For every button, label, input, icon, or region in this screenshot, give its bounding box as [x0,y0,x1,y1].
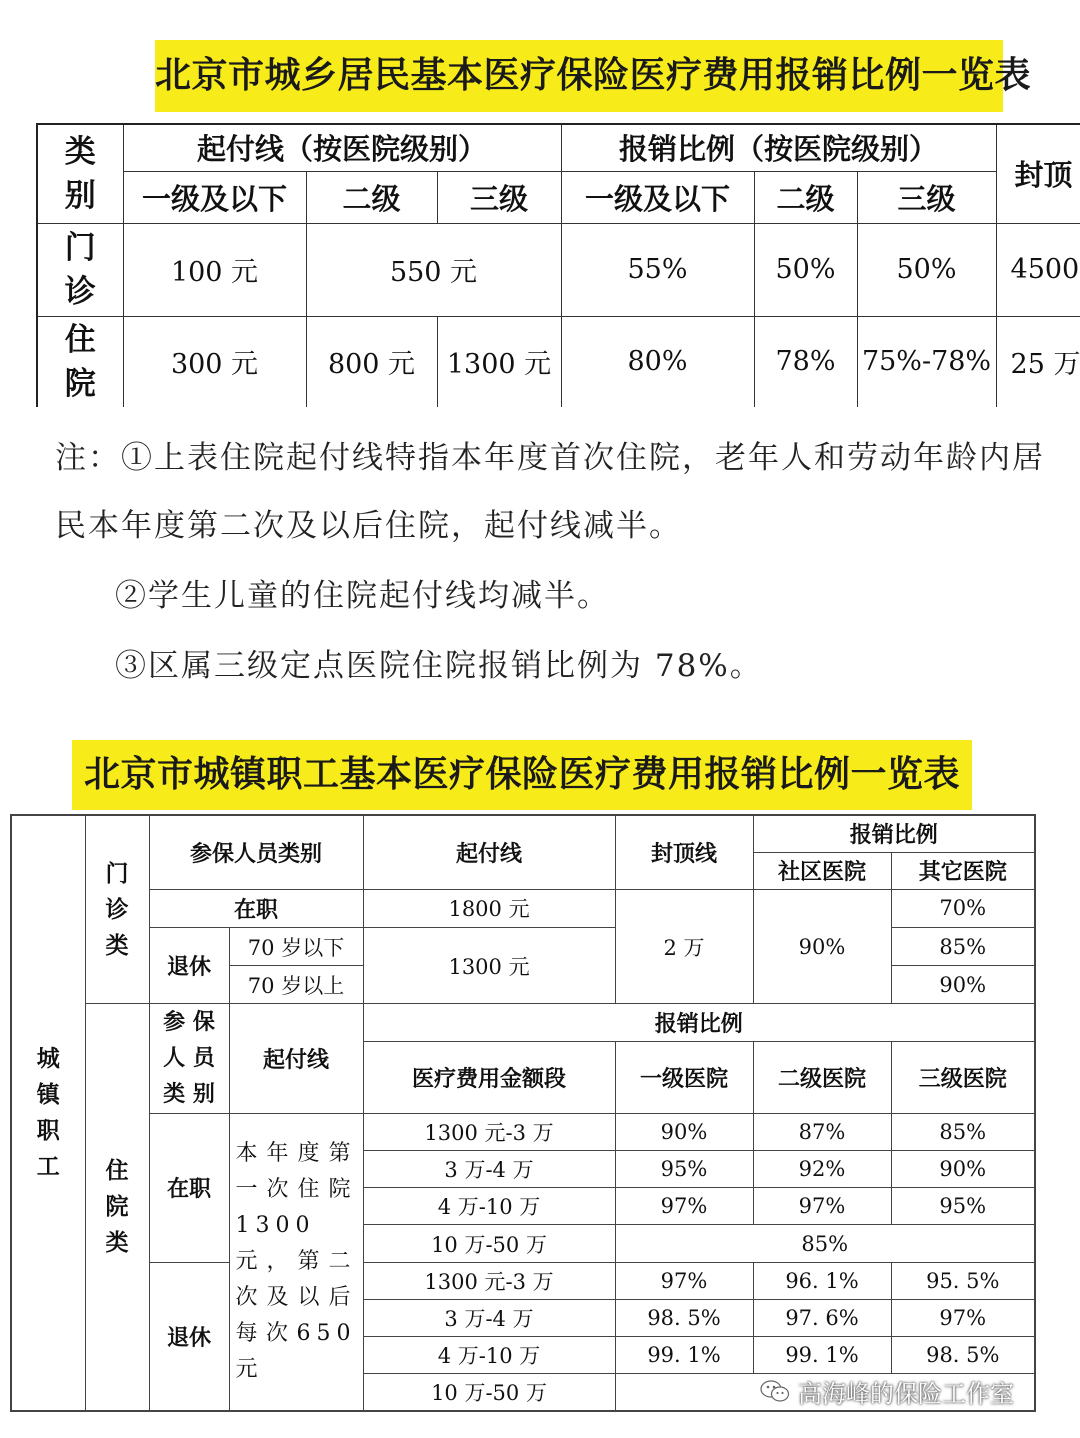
community-hospital-header: 社区医院 [753,852,891,889]
amount-band-header: 医疗费用金额段 [363,1041,615,1113]
deductible-level2-header: 二级 [306,171,437,223]
note-3: ③区属三级定点医院住院报销比例为 78%。 [115,648,763,684]
employed-l1-3: 97% [615,1188,753,1225]
retired-l3-3: 98. 5% [891,1336,1035,1373]
inpatient-ratio-l1: 80% [561,316,754,407]
employed-amount-3: 4 万-10 万 [363,1188,615,1225]
retired-l3-2: 97% [891,1299,1035,1336]
inpatient-row-label: 住 院 [37,316,123,407]
retired-l1-3: 99. 1% [615,1336,753,1373]
outpatient-ratio-l3: 50% [857,223,996,316]
outpatient-retired-deductible: 1300 元 [363,928,615,1004]
outpatient-ratio-header: 报销比例 [753,815,1035,852]
outpatient-ratio-l2: 50% [754,223,857,316]
employed-l3-3: 95% [891,1188,1035,1225]
category-header: 类 别 [37,124,123,223]
employee-reimbursement-table [10,814,1036,1412]
table1-container [36,123,1080,407]
outpatient-cap-header: 封顶线 [615,815,753,889]
level3-hospital-header: 三级医院 [891,1041,1035,1113]
table2-title: 北京市城镇职工基本医疗保险医疗费用报销比例一览表 [72,740,972,810]
inpatient-deductible-l2: 800 元 [306,316,437,407]
employed-amount-1: 1300 元-3 万 [363,1113,615,1150]
level2-hospital-header: 二级医院 [753,1041,891,1113]
outpatient-row-label: 门 诊 [37,223,123,316]
inpatient-cap: 25 万 [996,316,1080,407]
outpatient-employed-label: 在职 [149,889,363,927]
retired-l2-1: 96. 1% [753,1262,891,1299]
cap-header: 封顶 [996,124,1080,223]
inpatient-ratio-l3: 75%-78% [857,316,996,407]
employed-l2-1: 87% [753,1113,891,1150]
inpatient-person-type-header: 参 保 人 员 类 别 [149,1004,229,1114]
note-1: 注：①上表住院起付线特指本年度首次住院，老年人和劳动年龄内居 [55,440,1045,476]
inpatient-ratio-header: 报销比例 [363,1004,1035,1041]
outpatient-employed-deductible: 1800 元 [363,889,615,927]
inpatient-retired-label: 退休 [149,1262,229,1411]
employed-l2-2: 92% [753,1151,891,1188]
outpatient-cap-value: 2 万 [615,889,753,1004]
wechat-icon [760,1379,790,1403]
outpatient-cap: 4500 [996,223,1080,316]
ratio-group-header: 报销比例（按医院级别） [561,124,996,171]
inpatient-deductible-header: 起付线 [229,1004,363,1114]
employee-side-label: 城 镇 职 工 [11,815,85,1411]
ratio-level1-header: 一级及以下 [561,171,754,223]
note-1-continued: 民本年度第二次及以后住院，起付线减半。 [55,508,682,544]
outpatient-section-label: 门 诊 类 [85,815,149,1004]
deductible-level3-header: 三级 [437,171,561,223]
outpatient-other-ratio-1: 70% [891,889,1035,927]
employed-l3-2: 90% [891,1151,1035,1188]
retired-l3-1: 95. 5% [891,1262,1035,1299]
employed-amount-4: 10 万-50 万 [363,1225,615,1262]
inpatient-section-label: 住 院 类 [85,1004,149,1411]
watermark [760,1373,1014,1409]
outpatient-retired-label: 退休 [149,928,229,1004]
employed-l2-3: 97% [753,1188,891,1225]
outpatient-community-ratio: 90% [753,889,891,1004]
deductible-level1-header: 一级及以下 [123,171,306,223]
outpatient-deductible-l1: 100 元 [123,223,306,316]
watermark-text: 高海峰的保险工作室 [798,1379,1014,1408]
deductible-group-header: 起付线（按医院级别） [123,124,561,171]
employed-l3-1: 85% [891,1113,1035,1150]
inpatient-deductible-text: 本年度第一次住院1300元，第二次及以后每次650元 [229,1113,363,1411]
outpatient-ratio-l1: 55% [561,223,754,316]
outpatient-deductible-header: 起付线 [363,815,615,889]
ratio-level3-header: 三级 [857,171,996,223]
table1-title: 北京市城乡居民基本医疗保险医疗费用报销比例一览表 [155,40,1003,112]
retired-l2-2: 97. 6% [753,1299,891,1336]
outpatient-age-under70: 70 岁以下 [229,928,363,966]
ratio-level2-header: 二级 [754,171,857,223]
level1-hospital-header: 一级医院 [615,1041,753,1113]
outpatient-person-type-header: 参保人员类别 [149,815,363,889]
retired-amount-1: 1300 元-3 万 [363,1262,615,1299]
employed-amount-2: 3 万-4 万 [363,1151,615,1188]
outpatient-other-ratio-3: 90% [891,966,1035,1004]
retired-l2-3: 99. 1% [753,1336,891,1373]
inpatient-deductible-l3: 1300 元 [437,316,561,407]
outpatient-age-over70: 70 岁以上 [229,966,363,1004]
retired-amount-2: 3 万-4 万 [363,1299,615,1336]
retired-l1-2: 98. 5% [615,1299,753,1336]
retired-amount-4: 10 万-50 万 [363,1374,615,1411]
other-hospital-header: 其它医院 [891,852,1035,889]
employed-l1-2: 95% [615,1151,753,1188]
inpatient-deductible-l1: 300 元 [123,316,306,407]
outpatient-other-ratio-2: 85% [891,928,1035,966]
retired-amount-3: 4 万-10 万 [363,1336,615,1373]
employed-l1-1: 90% [615,1113,753,1150]
outpatient-deductible-l23: 550 元 [306,223,561,316]
resident-reimbursement-table [36,123,1080,407]
employed-top-ratio: 85% [615,1225,1035,1262]
inpatient-ratio-l2: 78% [754,316,857,407]
retired-l1-1: 97% [615,1262,753,1299]
inpatient-employed-label: 在职 [149,1113,229,1262]
note-2: ②学生儿童的住院起付线均减半。 [115,578,610,614]
